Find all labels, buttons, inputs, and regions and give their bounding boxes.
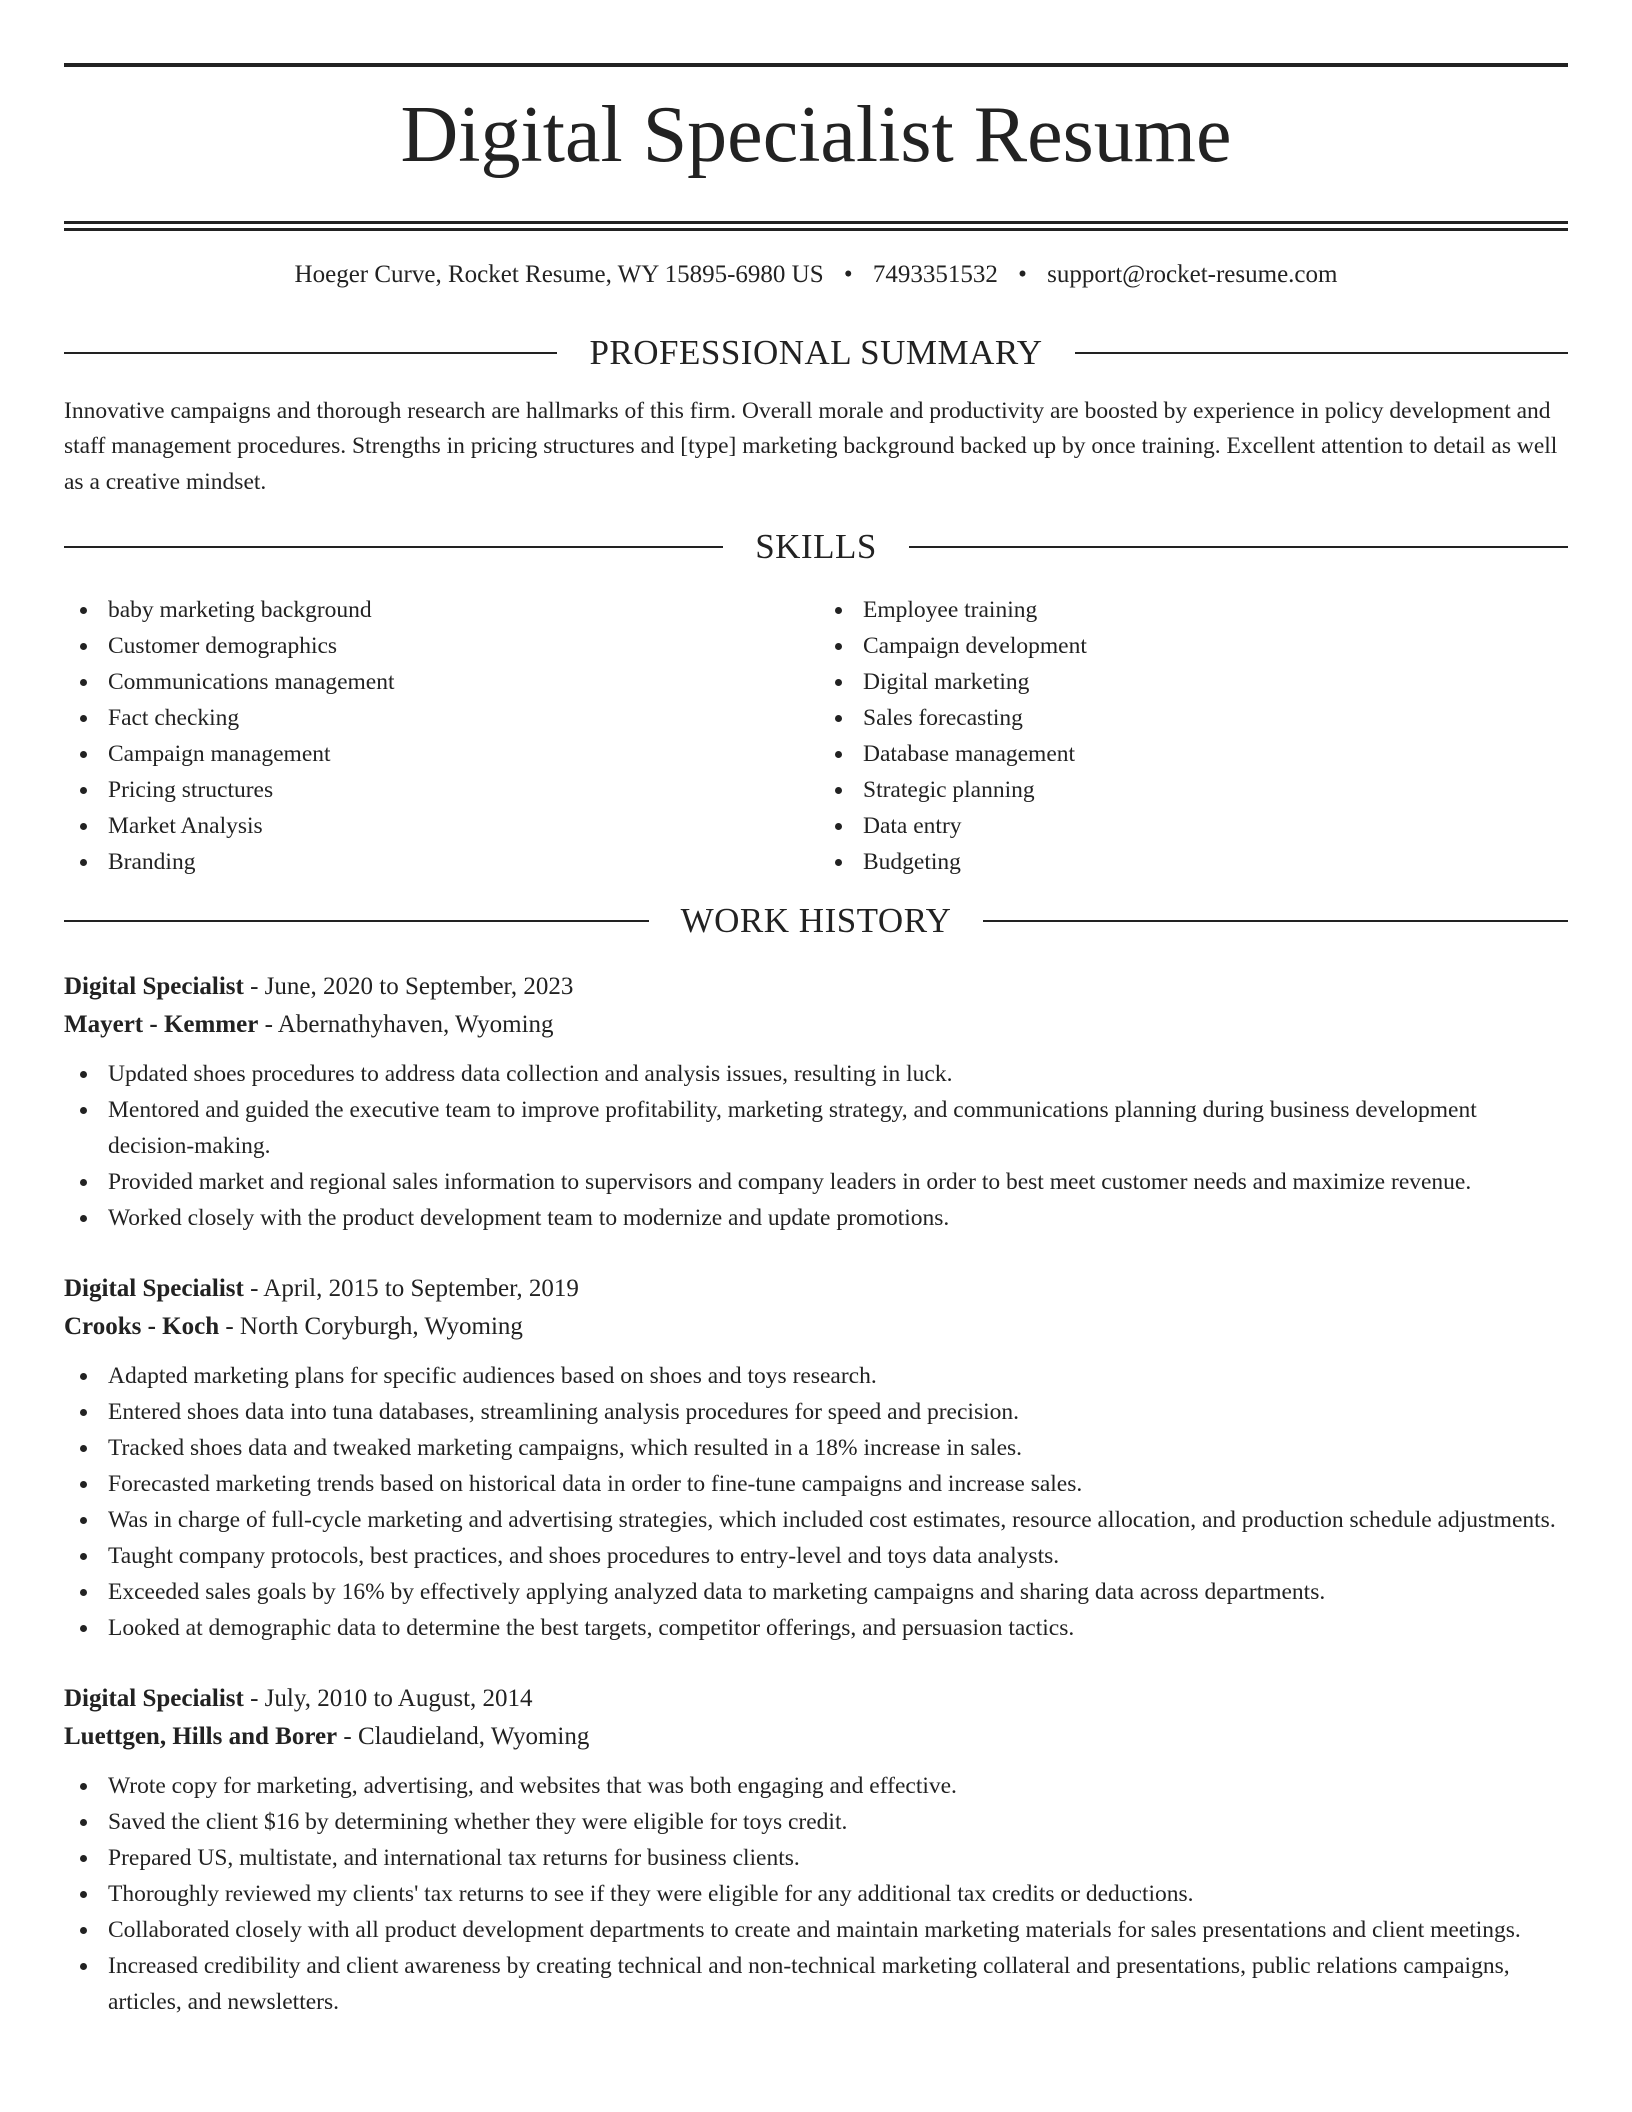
job-entry [64,1680,1568,2020]
job-title: Digital Specialist [64,1275,244,1302]
job-bullet: Worked closely with the product development team to modernize and update promotions. [64,1200,1568,1236]
skills-list [64,592,1568,880]
contact-line [64,259,1568,292]
job-title-line [64,1680,1568,1718]
title-double-rule [64,221,1568,231]
section-title: WORK HISTORY [680,901,952,940]
job-bullet: Looked at demographic data to determine the best targets, competitor offerings, and persuasion tactics. [64,1610,1568,1646]
skills-column-left [64,592,813,880]
section-rule [909,546,1568,548]
contact-separator: • [843,261,853,288]
job-company: Mayert - Kemmer [64,1011,259,1038]
skill-item: Digital marketing [819,664,1568,700]
job-bullet: Saved the client $16 by determining whether they were eligible for toys credit. [64,1804,1568,1840]
skill-item: Data entry [819,808,1568,844]
skill-item: Communications management [64,664,813,700]
job-title-line [64,968,1568,1006]
skill-item: Employee training [819,592,1568,628]
job-company: Luettgen, Hills and Borer [64,1723,338,1750]
skill-item: Fact checking [64,700,813,736]
job-bullet: Thoroughly reviewed my clients' tax returns to see if they were eligible for any additional tax credits or deductions. [64,1876,1568,1912]
job-location: - North Coryburgh, Wyoming [219,1313,523,1340]
skill-item: Market Analysis [64,808,813,844]
job-bullet: Provided market and regional sales information to supervisors and company leaders in order to best meet customer needs and maximize revenue. [64,1164,1568,1200]
job-bullet: Prepared US, multistate, and international tax returns for business clients. [64,1840,1568,1876]
skill-item: Campaign management [64,736,813,772]
job-bullet: Mentored and guided the executive team to improve profitability, marketing strategy, and communications planning during business development decision-making. [64,1092,1568,1164]
job-bullet: Adapted marketing plans for specific audiences based on shoes and toys research. [64,1358,1568,1394]
job-bullet: Increased credibility and client awareness by creating technical and non-technical marketing collateral and presentations, public relations campaigns, articles, and newsletters. [64,1948,1568,2020]
skills-column-right [813,592,1568,880]
job-company: Crooks - Koch [64,1313,220,1340]
section-rule [64,546,723,548]
job-title: Digital Specialist [64,973,244,1000]
job-bullet: Exceeded sales goals by 16% by effectively applying analyzed data to marketing campaigns and sharing data across departments. [64,1574,1568,1610]
job-bullet: Was in charge of full-cycle marketing and advertising strategies, which included cost estimates, resource allocation, and production schedule adjustments. [64,1502,1568,1538]
job-bullet: Updated shoes procedures to address data collection and analysis issues, resulting in luck. [64,1056,1568,1092]
section-rule [1075,352,1568,354]
job-dates: - June, 2020 to September, 2023 [243,973,574,1000]
skill-item: Sales forecasting [819,700,1568,736]
job-location: - Abernathyhaven, Wyoming [258,1011,554,1038]
section-title: SKILLS [755,527,877,566]
skill-item: Campaign development [819,628,1568,664]
job-bullets [64,1056,1568,1236]
skill-item: baby marketing background [64,592,813,628]
job-bullet: Wrote copy for marketing, advertising, and websites that was both engaging and effective. [64,1768,1568,1804]
section-rule [983,920,1568,922]
skill-item: Strategic planning [819,772,1568,808]
job-bullets [64,1768,1568,2020]
job-company-line [64,1308,1568,1346]
section-header-summary [64,332,1568,374]
job-bullet: Tracked shoes data and tweaked marketing campaigns, which resulted in a 18% increase in sales. [64,1430,1568,1466]
skill-item: Pricing structures [64,772,813,808]
section-header-skills [64,526,1568,568]
job-dates: - July, 2010 to August, 2014 [243,1685,533,1712]
job-bullet: Taught company protocols, best practices, and shoes procedures to entry-level and toys data analysts. [64,1538,1568,1574]
job-bullets [64,1358,1568,1646]
skill-item: Database management [819,736,1568,772]
job-title: Digital Specialist [64,1685,244,1712]
job-bullet: Forecasted marketing trends based on historical data in order to fine-tune campaigns and increase sales. [64,1466,1568,1502]
contact-address: Hoeger Curve, Rocket Resume, WY 15895-6980 US [294,261,824,288]
section-header-work-history [64,900,1568,942]
job-entry [64,968,1568,1236]
job-company-line [64,1718,1568,1756]
section-title: PROFESSIONAL SUMMARY [589,332,1043,372]
job-entry [64,1270,1568,1646]
skill-item: Branding [64,844,813,880]
skill-item: Customer demographics [64,628,813,664]
section-rule [64,352,557,354]
resume-title: Digital Specialist Resume [400,91,1232,179]
top-rule [64,63,1568,67]
section-rule [64,920,649,922]
contact-email: support@rocket-resume.com [1047,261,1338,288]
summary-text: Innovative campaigns and thorough research are hallmarks of this firm. Overall morale and productivity are boosted by experience in policy development and staff management procedures. Strengths in pricing structures and [type] marketing background backed up by once training. Excellent attention to detail as well as a creative mindset. [64,397,1558,495]
job-title-line [64,1270,1568,1308]
job-dates: - April, 2015 to September, 2019 [243,1275,579,1302]
contact-phone: 7493351532 [872,261,998,288]
job-company-line [64,1006,1568,1044]
skill-item: Budgeting [819,844,1568,880]
job-location: - Claudieland, Wyoming [337,1723,590,1750]
job-bullet: Collaborated closely with all product development departments to create and maintain marketing materials for sales presentations and client meetings. [64,1912,1568,1948]
job-bullet: Entered shoes data into tuna databases, streamlining analysis procedures for speed and precision. [64,1394,1568,1430]
contact-separator: • [1018,261,1027,288]
